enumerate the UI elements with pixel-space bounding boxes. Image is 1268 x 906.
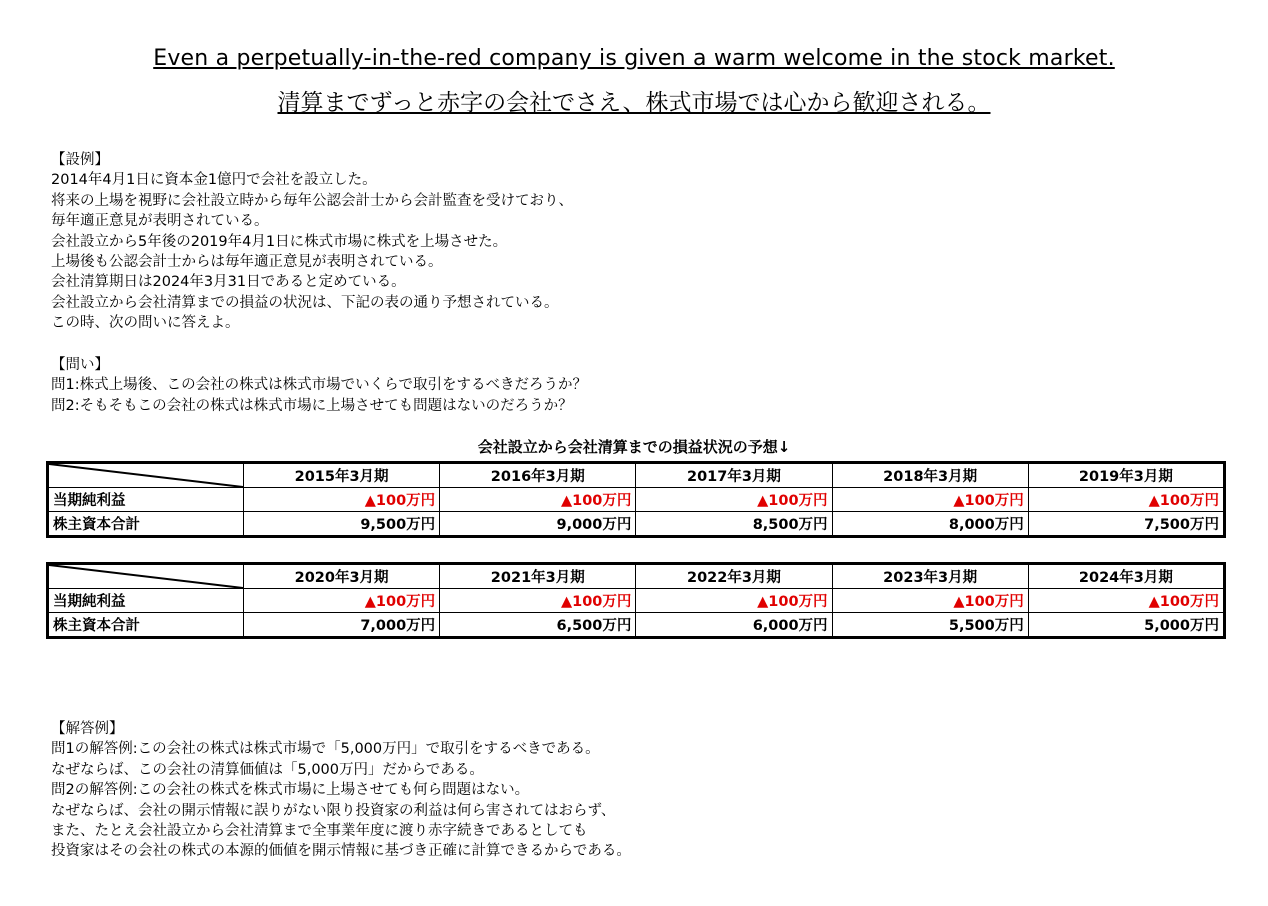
table-header-row: [48, 564, 1225, 589]
period-header: 2022年3月期: [636, 564, 832, 589]
net-income-cell: ▲100万円: [244, 589, 440, 613]
answer-line: 問2の解答例:この会社の株式を株式市場に上場させても何ら問題はない。: [51, 782, 530, 799]
row-label: 当期純利益: [48, 488, 244, 512]
row-label: 株主資本合計: [48, 613, 244, 638]
case-line: 会社設立から5年後の2019年4月1日に株式市場に株式を上場させた。: [51, 233, 508, 250]
case-line: 会社清算期日は2024年3月31日であると定めている。: [51, 274, 406, 291]
net-income-cell: ▲100万円: [636, 488, 832, 512]
equity-cell: 6,500万円: [440, 613, 636, 638]
equity-cell: 7,500万円: [1028, 512, 1224, 537]
answer-section: [51, 719, 631, 862]
answer-line: なぜならば、会社の開示情報に誤りがない限り投資家の利益は何ら害されてはおらず、: [51, 802, 616, 819]
net-income-cell: ▲100万円: [1028, 488, 1224, 512]
title-english: Even a perpetually-in-the-red company is given a warm welcome in the stock market.: [153, 46, 1115, 71]
question-line: 問1:株式上場後、この会社の株式は株式市場でいくらで取引をするべきだろうか？: [51, 377, 587, 394]
row-label: 当期純利益: [48, 589, 244, 613]
equity-cell: 7,000万円: [244, 613, 440, 638]
equity-cell: 9,000万円: [440, 512, 636, 537]
period-header: 2019年3月期: [1028, 463, 1224, 488]
question-section: [51, 355, 587, 416]
answer-line: 投資家はその会社の株式の本源的価値を開示情報に基づき正確に計算できるからである。: [51, 843, 631, 860]
question-heading: 【問い】: [51, 357, 109, 373]
case-section: [51, 150, 573, 334]
period-header: 2021年3月期: [440, 564, 636, 589]
case-line: 上場後も公認会計士からは毎年適正意見が表明されている。: [51, 254, 443, 271]
period-header: 2020年3月期: [244, 564, 440, 589]
answer-line: また、たとえ会社設立から会社清算まで全事業年度に渡り赤字続きであるとしても: [51, 823, 588, 840]
equity-row: [48, 512, 1225, 537]
answer-line: なぜならば、この会社の清算価値は「5,000万円」だからである。: [51, 761, 484, 778]
corner-cell: [48, 564, 244, 589]
case-heading: 【設例】: [51, 152, 109, 168]
table-header-row: [48, 463, 1225, 488]
table-caption: 会社設立から会社清算までの損益状況の予想↓: [477, 438, 791, 456]
net-income-cell: ▲100万円: [244, 488, 440, 512]
equity-cell: 5,000万円: [1028, 613, 1224, 638]
equity-cell: 6,000万円: [636, 613, 832, 638]
equity-cell: 5,500万円: [832, 613, 1028, 638]
period-header: 2015年3月期: [244, 463, 440, 488]
title-japanese: 清算までずっと赤字の会社でさえ、株式市場では心から歓迎される。: [277, 90, 991, 116]
net-income-cell: ▲100万円: [832, 589, 1028, 613]
equity-cell: 8,000万円: [832, 512, 1028, 537]
pl-table-2: [46, 562, 1226, 639]
period-header: 2016年3月期: [440, 463, 636, 488]
period-header: 2017年3月期: [636, 463, 832, 488]
equity-cell: 9,500万円: [244, 512, 440, 537]
period-header: 2024年3月期: [1028, 564, 1224, 589]
case-line: 毎年適正意見が表明されている。: [51, 213, 269, 230]
net-income-cell: ▲100万円: [440, 589, 636, 613]
net-income-cell: ▲100万円: [636, 589, 832, 613]
case-line: 将来の上場を視野に会社設立時から毎年公認会計士から会計監査を受けており、: [51, 192, 573, 209]
question-line: 問2:そもそもこの会社の株式は株式市場に上場させても問題はないのだろうか？: [51, 397, 573, 414]
row-label: 株主資本合計: [48, 512, 244, 537]
case-line: 2014年4月1日に資本金1億円で会社を設立した。: [51, 172, 377, 189]
net-income-row: [48, 589, 1225, 613]
equity-row: [48, 613, 1225, 638]
case-line: この時、次の問いに答えよ。: [51, 315, 240, 332]
net-income-row: [48, 488, 1225, 512]
case-line: 会社設立から会社清算までの損益の状況は、下記の表の通り予想されている。: [51, 294, 559, 311]
period-header: 2018年3月期: [832, 463, 1028, 488]
net-income-cell: ▲100万円: [440, 488, 636, 512]
net-income-cell: ▲100万円: [1028, 589, 1224, 613]
pl-table-1: [46, 461, 1226, 538]
net-income-cell: ▲100万円: [832, 488, 1028, 512]
answer-line: 問1の解答例:この会社の株式は株式市場で「5,000万円」で取引をするべきである。: [51, 741, 600, 758]
answer-heading: 【解答例】: [51, 721, 124, 737]
period-header: 2023年3月期: [832, 564, 1028, 589]
corner-cell: [48, 463, 244, 488]
equity-cell: 8,500万円: [636, 512, 832, 537]
